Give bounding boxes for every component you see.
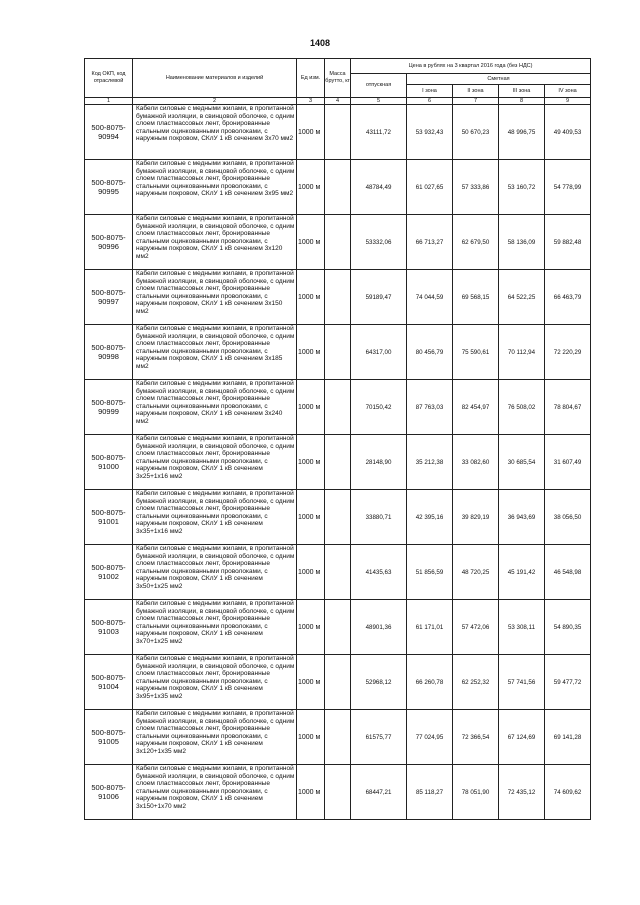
price-zone-3: 72 435,12 (499, 765, 545, 820)
price-zone-3: 76 508,02 (499, 380, 545, 435)
item-name-text: Кабели силовые с медными жилами, в пропитанной бумажной изоляции, в свинцовой оболочке, с одним слоем пластмассовых лент, бронированные стальными оцинкованными проволоками, с наружным покровом, СКлУ 1 кВ сечением 3х25+1х16 мм2 (136, 435, 295, 480)
price-zone-4: 78 804,67 (545, 380, 591, 435)
price-release: 41435,63 (351, 545, 407, 600)
price-release: 43111,72 (351, 105, 407, 160)
price-zone-2: 57 472,06 (453, 600, 499, 655)
price-zone-4: 38 056,50 (545, 490, 591, 545)
item-code: 500-8075-91004 (85, 655, 133, 710)
price-zone-1: 53 932,43 (407, 105, 453, 160)
price-release: 59189,47 (351, 270, 407, 325)
header-zone-2: II зона (453, 85, 499, 98)
item-code: 500-8075-91005 (85, 710, 133, 765)
price-zone-1: 66 260,78 (407, 655, 453, 710)
price-zone-3: 45 191,42 (499, 545, 545, 600)
item-mass (325, 710, 351, 765)
item-code: 500-8075-91000 (85, 435, 133, 490)
price-zone-1: 61 171,01 (407, 600, 453, 655)
item-mass (325, 655, 351, 710)
item-code: 500-8075-90999 (85, 380, 133, 435)
item-code: 500-8075-90996 (85, 215, 133, 270)
price-zone-4: 66 463,79 (545, 270, 591, 325)
header-zone-3: III зона (499, 85, 545, 98)
header-release: отпускная (351, 74, 407, 98)
table-row (85, 215, 591, 270)
price-zone-3: 70 112,94 (499, 325, 545, 380)
price-table (84, 58, 591, 820)
item-mass (325, 160, 351, 215)
item-name-text: Кабели силовые с медными жилами, в пропитанной бумажной изоляции, в свинцовой оболочке, с одним слоем пластмассовых лент, бронированные стальными оцинкованными проволоками, с наружным покровом, СКлУ 1 кВ сечением 3х70 мм2 (136, 105, 295, 143)
table-row (85, 270, 591, 325)
table-row (85, 435, 591, 490)
item-unit: 1000 м (297, 270, 325, 325)
header-zone-4: IV зона (545, 85, 591, 98)
price-zone-3: 30 685,54 (499, 435, 545, 490)
header-estimate: Сметная (407, 74, 591, 85)
price-release: 64317,00 (351, 325, 407, 380)
table-row (85, 765, 591, 820)
item-code: 500-8075-91002 (85, 545, 133, 600)
item-mass (325, 490, 351, 545)
price-zone-1: 66 713,27 (407, 215, 453, 270)
item-code: 500-8075-91001 (85, 490, 133, 545)
price-zone-3: 57 741,56 (499, 655, 545, 710)
price-zone-2: 69 568,15 (453, 270, 499, 325)
header-unit: Ед изм. (297, 59, 325, 98)
price-zone-2: 82 454,97 (453, 380, 499, 435)
item-name-text: Кабели силовые с медными жилами, в пропитанной бумажной изоляции, в свинцовой оболочке, с одним слоем пластмассовых лент, бронированные стальными оцинкованными проволоками, с наружным покровом, СКлУ 1 кВ сечением 3х120 мм2 (136, 215, 295, 260)
item-name-text: Кабели силовые с медными жилами, в пропитанной бумажной изоляции, в свинцовой оболочке, с одним слоем пластмассовых лент, бронированные стальными оцинкованными проволоками, с наружным покровом, СКлУ 1 кВ сечением 3х150 мм2 (136, 270, 295, 315)
item-unit: 1000 м (297, 765, 325, 820)
price-zone-3: 36 943,69 (499, 490, 545, 545)
item-name-text: Кабели силовые с медными жилами, в пропитанной бумажной изоляции, в свинцовой оболочке, с одним слоем пластмассовых лент, бронированные стальными оцинкованными проволоками, с наружным покровом, СКлУ 1 кВ сечением 3х70+1х25 мм2 (136, 600, 295, 645)
item-name (133, 325, 297, 380)
price-zone-1: 35 212,38 (407, 435, 453, 490)
column-number: 6 (407, 98, 453, 105)
table-row (85, 655, 591, 710)
header-mass: Масса брутто, кг (325, 59, 351, 98)
item-mass (325, 765, 351, 820)
item-name (133, 380, 297, 435)
item-name-text: Кабели силовые с медными жилами, в пропитанной бумажной изоляции, в свинцовой оболочке, с одним слоем пластмассовых лент, бронированные стальными оцинкованными проволоками, с наружным покровом, СКлУ 1 кВ сечением 3х35+1х16 мм2 (136, 490, 295, 535)
item-mass (325, 105, 351, 160)
price-zone-1: 87 763,03 (407, 380, 453, 435)
price-zone-1: 85 118,27 (407, 765, 453, 820)
item-code: 500-8075-90995 (85, 160, 133, 215)
item-mass (325, 270, 351, 325)
table-row (85, 325, 591, 380)
item-unit: 1000 м (297, 655, 325, 710)
table-row (85, 600, 591, 655)
item-name-text: Кабели силовые с медными жилами, в пропитанной бумажной изоляции, в свинцовой оболочке, с одним слоем пластмассовых лент, бронированные стальными оцинкованными проволоками, с наружным покровом, СКлУ 1 кВ сечением 3х95 мм2 (136, 160, 295, 198)
item-name (133, 435, 297, 490)
price-zone-4: 72 220,29 (545, 325, 591, 380)
price-zone-4: 49 409,53 (545, 105, 591, 160)
price-zone-2: 72 366,54 (453, 710, 499, 765)
price-zone-2: 78 051,90 (453, 765, 499, 820)
item-name (133, 655, 297, 710)
price-zone-4: 31 607,49 (545, 435, 591, 490)
column-numbers-row (85, 98, 591, 105)
price-zone-3: 48 996,75 (499, 105, 545, 160)
item-code: 500-8075-90998 (85, 325, 133, 380)
table-row (85, 490, 591, 545)
column-number: 3 (297, 98, 325, 105)
item-mass (325, 545, 351, 600)
item-name-text: Кабели силовые с медными жилами, в пропитанной бумажной изоляции, в свинцовой оболочке, с одним слоем пластмассовых лент, бронированные стальными оцинкованными проволоками, с наружным покровом, СКлУ 1 кВ сечением 3х120+1х35 мм2 (136, 710, 295, 755)
item-name (133, 160, 297, 215)
item-name-text: Кабели силовые с медными жилами, в пропитанной бумажной изоляции, в свинцовой оболочке, с одним слоем пластмассовых лент, бронированные стальными оцинкованными проволоками, с наружным покровом, СКлУ 1 кВ сечением 3х150+1х70 мм2 (136, 765, 295, 810)
item-mass (325, 600, 351, 655)
price-zone-1: 51 856,59 (407, 545, 453, 600)
price-zone-2: 33 082,60 (453, 435, 499, 490)
item-name (133, 270, 297, 325)
item-name (133, 765, 297, 820)
price-release: 48784,49 (351, 160, 407, 215)
item-name (133, 710, 297, 765)
column-number: 7 (453, 98, 499, 105)
price-release: 68447,21 (351, 765, 407, 820)
price-zone-2: 62 252,32 (453, 655, 499, 710)
price-release: 28148,90 (351, 435, 407, 490)
price-zone-1: 80 456,79 (407, 325, 453, 380)
item-unit: 1000 м (297, 545, 325, 600)
item-mass (325, 435, 351, 490)
item-mass (325, 380, 351, 435)
item-name-text: Кабели силовые с медными жилами, в пропитанной бумажной изоляции, в свинцовой оболочке, с одним слоем пластмассовых лент, бронированные стальными оцинкованными проволоками, с наружным покровом, СКлУ 1 кВ сечением 3х240 мм2 (136, 380, 295, 425)
price-zone-3: 67 124,69 (499, 710, 545, 765)
price-zone-2: 48 720,25 (453, 545, 499, 600)
header-zone-1: I зона (407, 85, 453, 98)
item-name (133, 600, 297, 655)
column-number: 4 (325, 98, 351, 105)
item-name (133, 545, 297, 600)
table-row (85, 710, 591, 765)
header-name: Наименование материалов и изделий (133, 59, 297, 98)
item-unit: 1000 м (297, 435, 325, 490)
item-mass (325, 215, 351, 270)
item-name-text: Кабели силовые с медными жилами, в пропитанной бумажной изоляции, в свинцовой оболочке, с одним слоем пластмассовых лент, бронированные стальными оцинкованными проволоками, с наружным покровом, СКлУ 1 кВ сечением 3х185 мм2 (136, 325, 295, 370)
item-code: 500-8075-91006 (85, 765, 133, 820)
page-number: 1408 (309, 38, 331, 48)
item-code: 500-8075-90994 (85, 105, 133, 160)
item-unit: 1000 м (297, 710, 325, 765)
column-number: 5 (351, 98, 407, 105)
price-zone-4: 54 778,99 (545, 160, 591, 215)
price-zone-3: 53 160,72 (499, 160, 545, 215)
item-unit: 1000 м (297, 380, 325, 435)
price-release: 53332,06 (351, 215, 407, 270)
table-row (85, 380, 591, 435)
item-unit: 1000 м (297, 160, 325, 215)
price-zone-1: 77 024,95 (407, 710, 453, 765)
price-zone-2: 50 670,23 (453, 105, 499, 160)
column-number: 2 (133, 98, 297, 105)
price-release: 52968,12 (351, 655, 407, 710)
header-price-group: Цена в рублях на 3 квартал 2016 года (без НДС) (351, 59, 591, 74)
item-name (133, 105, 297, 160)
table-row (85, 160, 591, 215)
price-zone-4: 69 141,28 (545, 710, 591, 765)
header-row (85, 59, 591, 74)
price-release: 33880,71 (351, 490, 407, 545)
price-release: 48901,36 (351, 600, 407, 655)
price-zone-1: 42 395,16 (407, 490, 453, 545)
price-zone-4: 59 477,72 (545, 655, 591, 710)
price-zone-3: 53 308,11 (499, 600, 545, 655)
column-number: 9 (545, 98, 591, 105)
price-zone-1: 61 027,65 (407, 160, 453, 215)
item-unit: 1000 м (297, 600, 325, 655)
item-mass (325, 325, 351, 380)
item-code: 500-8075-91003 (85, 600, 133, 655)
price-release: 61575,77 (351, 710, 407, 765)
price-zone-4: 54 890,35 (545, 600, 591, 655)
item-unit: 1000 м (297, 215, 325, 270)
price-zone-3: 64 522,25 (499, 270, 545, 325)
column-number: 1 (85, 98, 133, 105)
price-zone-3: 58 136,09 (499, 215, 545, 270)
price-zone-4: 74 609,62 (545, 765, 591, 820)
table-row (85, 105, 591, 160)
price-zone-4: 46 548,98 (545, 545, 591, 600)
item-unit: 1000 м (297, 490, 325, 545)
price-zone-2: 75 590,61 (453, 325, 499, 380)
item-code: 500-8075-90997 (85, 270, 133, 325)
price-zone-2: 57 333,86 (453, 160, 499, 215)
item-name (133, 215, 297, 270)
table-row (85, 545, 591, 600)
item-name (133, 490, 297, 545)
header-code: Код ОКП, код отраслевой (85, 59, 133, 98)
item-name-text: Кабели силовые с медными жилами, в пропитанной бумажной изоляции, в свинцовой оболочке, с одним слоем пластмассовых лент, бронированные стальными оцинкованными проволоками, с наружным покровом, СКлУ 1 кВ сечением 3х95+1х35 мм2 (136, 655, 295, 700)
column-number: 8 (499, 98, 545, 105)
item-unit: 1000 м (297, 105, 325, 160)
price-zone-1: 74 044,59 (407, 270, 453, 325)
item-unit: 1000 м (297, 325, 325, 380)
price-release: 70150,42 (351, 380, 407, 435)
price-zone-2: 39 829,19 (453, 490, 499, 545)
price-zone-4: 59 882,48 (545, 215, 591, 270)
price-zone-2: 62 679,50 (453, 215, 499, 270)
item-name-text: Кабели силовые с медными жилами, в пропитанной бумажной изоляции, в свинцовой оболочке, с одним слоем пластмассовых лент, бронированные стальными оцинкованными проволоками, с наружным покровом, СКлУ 1 кВ сечением 3х50+1х25 мм2 (136, 545, 295, 590)
